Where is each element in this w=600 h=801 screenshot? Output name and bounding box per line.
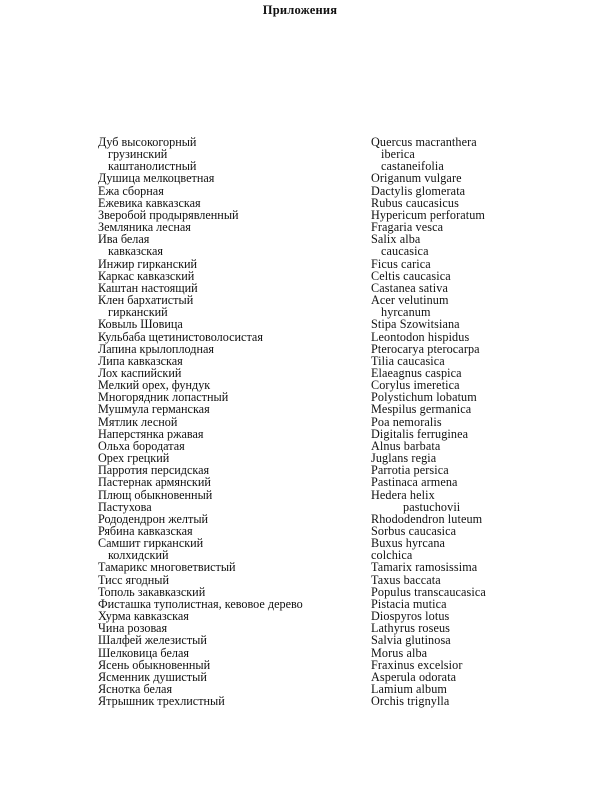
russian-plant-name: Чина розовая bbox=[98, 621, 168, 636]
latin-plant-name: colchica bbox=[371, 548, 413, 563]
russian-plant-name: Клен бархатистый bbox=[98, 293, 194, 308]
latin-plant-name: Poa nemoralis bbox=[371, 414, 442, 429]
latin-plant-name: Hedera helix bbox=[371, 487, 435, 502]
latin-plant-name: Rhododendron luteum bbox=[371, 511, 483, 526]
russian-plant-name: Тисс ягодный bbox=[98, 572, 170, 587]
russian-plant-name: Земляника лесная bbox=[98, 220, 191, 235]
russian-plant-name: Рододендрон желтый bbox=[98, 511, 209, 526]
russian-plant-name: Парротия персидская bbox=[98, 463, 210, 478]
russian-plant-name: Шалфей железистый bbox=[98, 633, 207, 648]
latin-plant-name: Buxus hyrcana bbox=[371, 536, 446, 551]
russian-plant-name: колхидский bbox=[108, 548, 169, 563]
russian-plant-name: Дуб высокогорный bbox=[98, 135, 197, 149]
latin-plant-name: Dactylis glomerata bbox=[371, 183, 466, 198]
russian-plant-name: Плющ обыкновенный bbox=[98, 487, 213, 502]
latin-plant-name: Quercus macranthera bbox=[371, 135, 477, 149]
latin-plant-name: Stipa Szowitsiana bbox=[371, 317, 460, 332]
latin-plant-name: Polystichum lobatum bbox=[371, 390, 477, 405]
russian-plant-name: Ясень обыкновенный bbox=[98, 657, 211, 672]
latin-plant-name: caucasica bbox=[381, 244, 429, 259]
russian-plant-name: Лапина крылоплодная bbox=[98, 341, 215, 356]
russian-plant-name: Мятлик лесной bbox=[98, 414, 178, 429]
russian-plant-name: Фисташка туполистная, кевовое дерево bbox=[98, 596, 303, 611]
russian-plant-name: Тамарикс многоветвистый bbox=[98, 560, 236, 575]
russian-plant-name: Тополь закавказский bbox=[98, 584, 206, 599]
latin-plant-name: Asperula odorata bbox=[371, 669, 457, 684]
latin-plant-name: Orchis trignylla bbox=[371, 694, 450, 709]
russian-plant-name: Наперстянка ржавая bbox=[98, 426, 204, 441]
russian-plant-name: Ковыль Шовица bbox=[98, 317, 183, 332]
russian-plant-name: каштанолистный bbox=[108, 159, 197, 174]
latin-plant-name: Parrotia persica bbox=[371, 463, 449, 478]
latin-plant-name: Juglans regia bbox=[371, 451, 437, 466]
russian-plant-name: Шелковица белая bbox=[98, 645, 189, 660]
latin-plant-name: iberica bbox=[381, 147, 415, 162]
latin-plant-name: pastuchovii bbox=[403, 499, 461, 514]
latin-plant-name: Taxus baccata bbox=[371, 572, 441, 587]
latin-plant-name: hyrcanum bbox=[381, 305, 431, 320]
russian-plant-name: Липа кавказская bbox=[98, 353, 183, 368]
russian-plant-name: Самшит гирканский bbox=[98, 536, 204, 551]
russian-plant-name: грузинский bbox=[108, 147, 168, 162]
latin-plant-name: Digitalis ferruginea bbox=[371, 426, 469, 441]
russian-plant-name: Ясменник душистый bbox=[98, 669, 207, 684]
latin-plant-name: Leontodon hispidus bbox=[371, 329, 470, 344]
latin-plant-name: Diospyros lotus bbox=[371, 609, 450, 624]
latin-plant-name: Salix alba bbox=[371, 232, 421, 247]
russian-plant-name: Каштан настоящий bbox=[98, 280, 198, 295]
latin-plant-name: Alnus barbata bbox=[371, 438, 441, 453]
russian-plant-name: Ольха бородатая bbox=[98, 438, 185, 453]
russian-plant-name: Лох каспийский bbox=[98, 365, 182, 380]
latin-plant-name: Tilia caucasica bbox=[371, 353, 445, 368]
russian-plant-name: Ежевика кавказская bbox=[98, 195, 201, 210]
russian-plant-name: Рябина кавказская bbox=[98, 524, 193, 538]
latin-plant-name: Ficus carica bbox=[371, 256, 431, 271]
latin-plant-name: Pastinaca armena bbox=[371, 475, 458, 490]
latin-plant-name: Populus transcaucasica bbox=[371, 584, 486, 599]
latin-plant-name: Acer velutinum bbox=[371, 293, 449, 308]
russian-plant-name: Пастухова bbox=[98, 499, 152, 514]
latin-plant-name: Fraxinus excelsior bbox=[371, 657, 463, 672]
latin-plant-name: Origanum vulgare bbox=[371, 171, 462, 186]
russian-plant-name: Ива белая bbox=[98, 232, 150, 247]
latin-plant-name: Salvia glutinosa bbox=[371, 633, 451, 648]
latin-plant-name: Pterocarya pterocarpa bbox=[371, 341, 480, 356]
latin-plant-name: Pistacia mutica bbox=[371, 596, 447, 611]
latin-plant-name: Morus alba bbox=[371, 645, 428, 660]
latin-plant-name: Lathyrus roseus bbox=[371, 621, 451, 636]
latin-plant-name: Tamarix ramosissima bbox=[371, 560, 478, 575]
russian-plant-name: Кульбаба щетинистоволосистая bbox=[98, 329, 263, 344]
latin-plant-name: Lamium album bbox=[371, 682, 448, 697]
page-header: Приложения bbox=[262, 3, 338, 17]
latin-plant-name: Celtis caucasica bbox=[371, 268, 451, 283]
russian-plant-name: Хурма кавказская bbox=[98, 609, 189, 624]
russian-plant-name: Зверобой продырявленный bbox=[98, 207, 239, 222]
russian-plant-name: Каркас кавказский bbox=[98, 268, 195, 283]
russian-plant-name: кавказская bbox=[108, 244, 164, 259]
latin-names-column bbox=[371, 136, 571, 707]
russian-plant-name: Яснотка белая bbox=[98, 682, 173, 697]
latin-plant-name: Rubus caucasicus bbox=[371, 195, 459, 210]
latin-plant-name: Sorbus caucasica bbox=[371, 524, 457, 538]
russian-plant-name: Пастернак армянский bbox=[98, 475, 211, 490]
latin-plant-name: Mespilus germanica bbox=[371, 402, 472, 417]
russian-plant-name: Инжир гирканский bbox=[98, 256, 198, 271]
latin-plant-name: Corylus imeretica bbox=[371, 378, 460, 393]
russian-plant-name: Ежа сборная bbox=[98, 183, 164, 198]
latin-plant-name: Hypericum perforatum bbox=[371, 207, 486, 222]
russian-plant-name: Многорядник лопастный bbox=[98, 390, 229, 405]
russian-plant-name: Душица мелкоцветная bbox=[98, 171, 215, 186]
russian-plant-name: Мушмула германская bbox=[98, 402, 210, 417]
russian-plant-name: Орех грецкий bbox=[98, 451, 170, 466]
latin-plant-name: castaneifolia bbox=[381, 159, 444, 174]
russian-plant-name: Ятрышник трехлистный bbox=[98, 694, 225, 709]
latin-plant-name: Elaeagnus caspica bbox=[371, 365, 462, 380]
latin-plant-name: Fragaria vesca bbox=[371, 220, 444, 235]
russian-plant-name: гирканский bbox=[108, 305, 168, 320]
russian-names-column bbox=[98, 136, 348, 707]
russian-plant-name: Мелкий орех, фундук bbox=[98, 378, 211, 393]
latin-plant-name: Castanea sativa bbox=[371, 280, 448, 295]
